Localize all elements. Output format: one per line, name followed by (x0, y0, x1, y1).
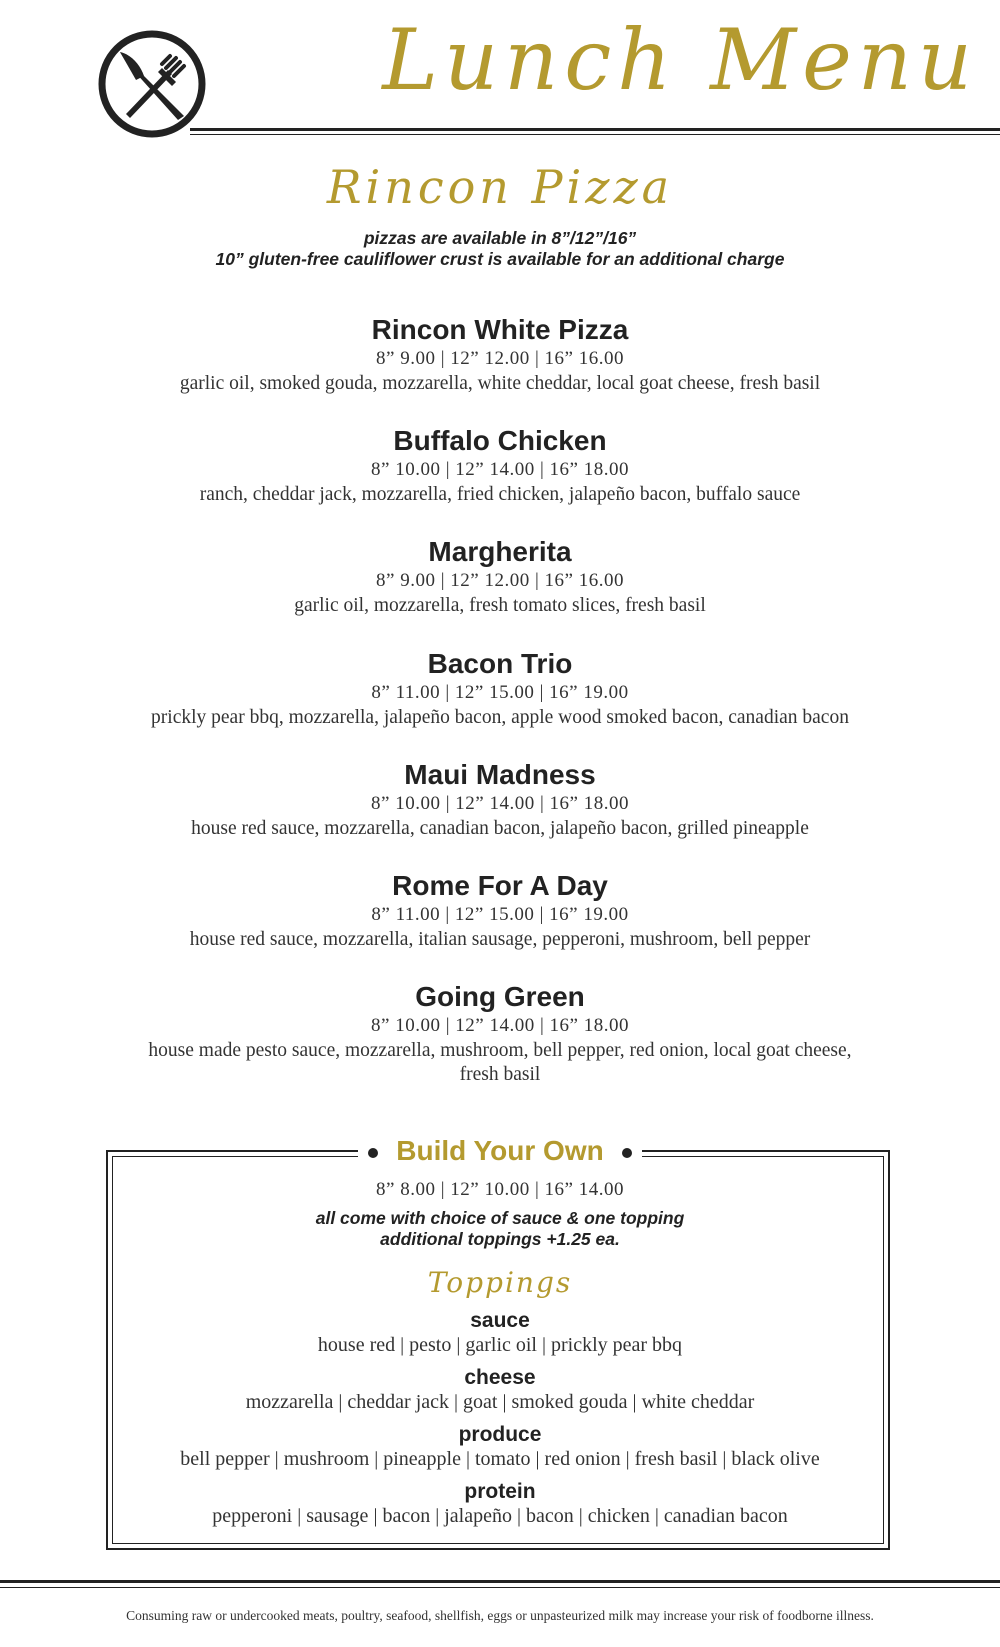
item-prices: 8” 10.00 | 12” 14.00 | 16” 18.00 (371, 459, 629, 480)
header-rule-thin (190, 134, 1000, 135)
byo-title-wrap (358, 1134, 642, 1168)
footer-rule (0, 1580, 1000, 1583)
item-description: garlic oil, mozzarella, fresh tomato slices, fresh basil (294, 595, 706, 616)
footer-rule-thin (0, 1587, 1000, 1588)
item-name: Bacon Trio (427, 648, 573, 679)
title-dot-right-outer (622, 1148, 632, 1158)
crust-note: 10” gluten-free cauliflower crust is available for an additional charge (215, 249, 785, 269)
fork-knife-icon (96, 28, 208, 140)
item-description: ranch, cheddar jack, mozzarella, fried chicken, jalapeño bacon, buffalo sauce (199, 484, 801, 505)
item-name: Buffalo Chicken (393, 425, 607, 456)
title-dot-left-outer (368, 1148, 378, 1158)
toppings-title: Toppings (427, 1266, 573, 1299)
item-name: Rincon White Pizza (371, 314, 629, 345)
sizes-note: pizzas are available in 8”/12”/16” (363, 228, 637, 248)
item-description: house red sauce, mozzarella, canadian bacon, jalapeño bacon, grilled pineapple (191, 818, 809, 839)
topping-category: produce (458, 1423, 542, 1446)
byo-note-line2: additional toppings +1.25 ea. (380, 1229, 620, 1249)
topping-options: bell pepper | mushroom | pineapple | tomato | red onion | fresh basil | black olive (180, 1448, 820, 1470)
topping-options: pepperoni | sausage | bacon | jalapeño | bacon | chicken | canadian bacon (212, 1505, 788, 1527)
topping-options: house red | pesto | garlic oil | prickly pear bbq (317, 1334, 683, 1356)
topping-category: cheese (464, 1366, 536, 1389)
byo-note-line1: all come with choice of sauce & one topping (315, 1208, 685, 1228)
byo-prices: 8” 8.00 | 12” 10.00 | 16” 14.00 (376, 1179, 624, 1200)
item-prices: 8” 11.00 | 12” 15.00 | 16” 19.00 (371, 904, 629, 925)
topping-category: protein (464, 1480, 536, 1503)
item-name: Rome For A Day (392, 870, 608, 901)
byo-title: Build Your Own (396, 1135, 604, 1166)
section-title: Rincon Pizza (326, 160, 674, 214)
item-name: Margherita (428, 536, 572, 567)
item-description-line2: fresh basil (459, 1064, 541, 1085)
item-prices: 8” 10.00 | 12” 14.00 | 16” 18.00 (371, 793, 629, 814)
item-description: prickly pear bbq, mozzarella, jalapeño bacon, apple wood smoked bacon, canadian bacon (151, 707, 849, 728)
item-prices: 8” 9.00 | 12” 12.00 | 16” 16.00 (376, 348, 624, 369)
item-description: house red sauce, mozzarella, italian sausage, pepperoni, mushroom, bell pepper (189, 929, 811, 950)
menu-title: Lunch Menu (382, 11, 978, 109)
header-rule (190, 128, 1000, 131)
item-description: garlic oil, smoked gouda, mozzarella, white cheddar, local goat cheese, fresh basil (179, 373, 821, 394)
item-prices: 8” 10.00 | 12” 14.00 | 16” 18.00 (371, 1015, 629, 1036)
topping-options: mozzarella | cheddar jack | goat | smoked gouda | white cheddar (245, 1391, 755, 1413)
item-prices: 8” 11.00 | 12” 15.00 | 16” 19.00 (371, 682, 629, 703)
disclaimer: Consuming raw or undercooked meats, poultry, seafood, shellfish, eggs or unpasteurized milk may increase your risk of foodborne illness. (126, 1608, 874, 1623)
item-description: house made pesto sauce, mozzarella, mushroom, bell pepper, red onion, local goat cheese, (148, 1040, 852, 1061)
item-name: Going Green (415, 981, 585, 1012)
topping-category: sauce (470, 1309, 530, 1332)
item-prices: 8” 9.00 | 12” 12.00 | 16” 16.00 (376, 570, 624, 591)
item-name: Maui Madness (404, 759, 596, 790)
